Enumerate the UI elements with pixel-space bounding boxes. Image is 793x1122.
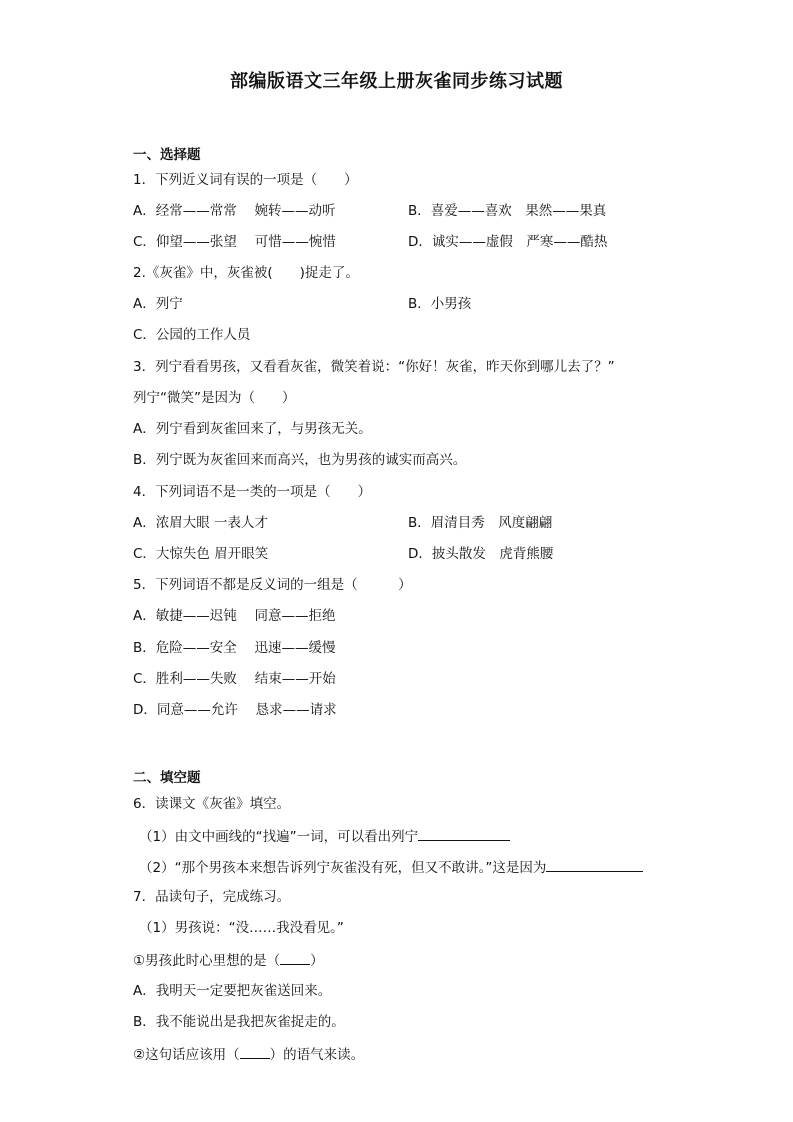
question-2-stem: 2.《灰雀》中，灰雀被( )捉走了。 [133,265,359,281]
question-3-stem-cont: 列宁“微笑”是因为（ ） [133,390,296,406]
section-heading-fill: 二、填空题 [133,770,201,786]
question-1-stem: 1．下列近义词有误的一项是（ ） [133,172,358,188]
question-7-sub-2-post: ）的语气来读。 [269,1047,365,1063]
question-2-option-b: B．小男孩 [408,296,472,312]
question-5-option-c: C．胜利——失败 结束——开始 [133,671,336,687]
question-7-sub-1-pre: ①男孩此时心里想的是（ [133,953,281,969]
page-title: 部编版语文三年级上册灰雀同步练习试题 [230,71,563,92]
question-5-stem: 5．下列词语不都是反义词的一组是（ ） [133,577,412,593]
question-5-option-d: D．同意——允许 恳求——请求 [133,702,337,718]
question-7-sub-2 [133,1044,364,1064]
question-1-option-b: B．喜爱——喜欢 果然——果真 [408,203,607,219]
question-7-sub-2-pre: ②这句话应该用（ [133,1047,240,1063]
answer-blank-7-1[interactable] [280,950,310,965]
question-6-part-2 [139,857,643,877]
question-1-option-a: A．经常——常常 婉转——动听 [133,203,336,219]
question-3-option-b: B．列宁既为灰雀回来而高兴，也为男孩的诚实而高兴。 [133,452,467,468]
question-4-option-c: C．大惊失色 眉开眼笑 [133,546,269,562]
answer-blank-6-1[interactable] [418,826,510,841]
question-7-stem: 7．品读句子，完成练习。 [133,889,291,905]
question-6-part-1-text: （1）由文中画线的“找遍”一词，可以看出列宁 [139,829,419,845]
question-2-option-a: A．列宁 [133,296,183,312]
question-4-option-a: A．浓眉大眼 一表人才 [133,515,269,531]
question-4-option-b: B．眉清目秀 风度翩翩 [408,515,553,531]
question-3-stem: 3．列宁看看男孩，又看看灰雀，微笑着说：“你好！灰雀，昨天你到哪儿去了？” [133,359,615,375]
question-3-option-a: A．列宁看到灰雀回来了，与男孩无关。 [133,421,372,437]
question-1-option-d: D．诚实——虚假 严寒——酷热 [408,234,608,250]
question-7-part-1: （1）男孩说：“没……我没看见。” [139,920,344,936]
question-7-option-b: B．我不能说出是我把灰雀捉走的。 [133,1014,345,1030]
question-7-sub-1 [133,950,324,970]
question-6-part-2-text: （2）“那个男孩本来想告诉列宁灰雀没有死，但又不敢讲。”这是因为 [139,860,547,876]
question-5-option-a: A．敏捷——迟钝 同意——拒绝 [133,608,336,624]
question-4-option-d: D．披头散发 虎背熊腰 [408,546,554,562]
question-6-part-1 [139,826,510,846]
question-6-stem: 6．读课文《灰雀》填空。 [133,796,291,812]
answer-blank-6-2[interactable] [546,857,643,872]
question-7-option-a: A．我明天一定要把灰雀送回来。 [133,983,332,999]
question-1-option-c: C．仰望——张望 可惜——惋惜 [133,234,336,250]
answer-blank-7-2[interactable] [240,1044,270,1059]
question-4-stem: 4．下列词语不是一类的一项是（ ） [133,484,372,500]
question-5-option-b: B．危险——安全 迅速——缓慢 [133,640,336,656]
question-7-sub-1-post: ） [310,953,324,969]
question-2-option-c: C．公园的工作人员 [133,327,251,343]
section-heading-choice: 一、选择题 [133,147,201,163]
